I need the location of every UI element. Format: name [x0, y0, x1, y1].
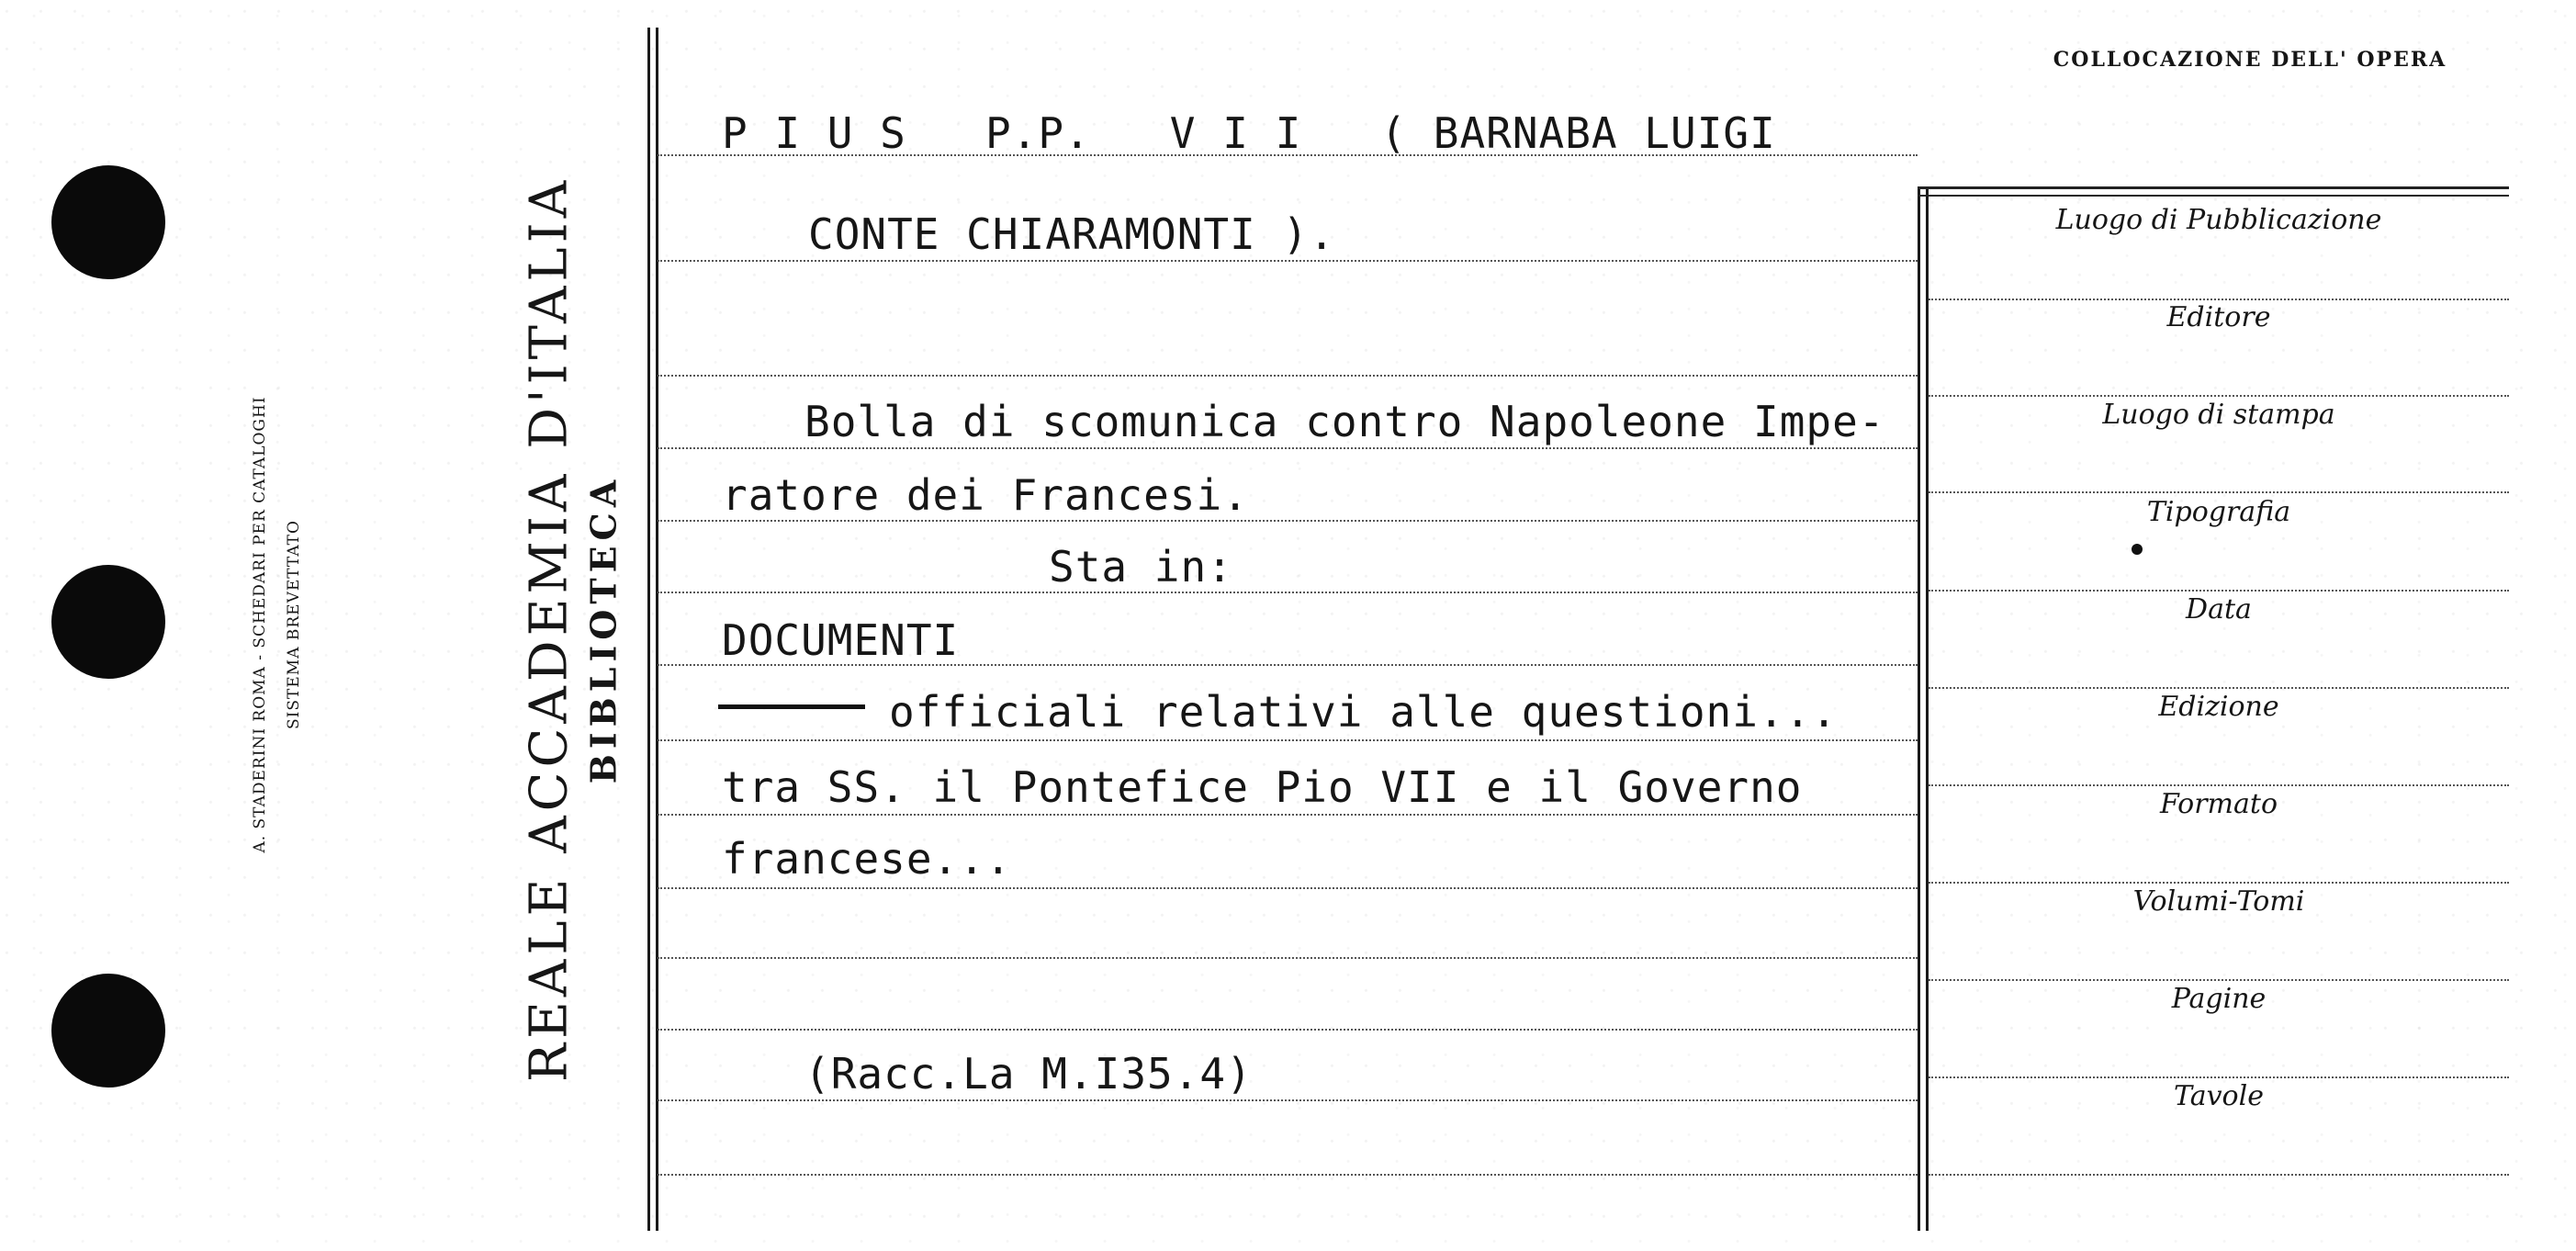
field-edizione: Edizione: [2158, 691, 2279, 723]
container-line: officiali relativi alle questioni...: [889, 687, 1838, 737]
entry-line: [658, 739, 1918, 741]
column-top-rule: [1918, 195, 2509, 197]
field-line: [1929, 590, 2509, 592]
academy-name: REALE ACCADEMIA D'ITALIA: [519, 175, 579, 1083]
field-line: [1929, 299, 2509, 300]
repeat-heading-dash: [718, 704, 865, 709]
container-heading: DOCUMENTI: [722, 615, 960, 665]
field-tipografia: Tipografia: [2146, 496, 2291, 528]
sta-in-label: Sta in:: [1049, 542, 1233, 592]
field-line: [1929, 1076, 2509, 1078]
margin-rule: [656, 28, 658, 1231]
title-line: Bolla di scomunica contro Napoleone Impe-: [804, 397, 1885, 446]
field-line: [1929, 687, 2509, 689]
ink-speck: [2132, 544, 2143, 555]
field-data: Data: [2186, 593, 2252, 626]
field-line: [1929, 1174, 2509, 1176]
field-line: [1929, 491, 2509, 493]
punch-hole: [51, 165, 165, 279]
printer-imprint-patent: SISTEMA BREVETTATO: [285, 520, 303, 729]
entry-line: [658, 1174, 1918, 1176]
punch-hole: [51, 565, 165, 679]
field-luogo-pubblicazione: Luogo di Pubblicazione: [2055, 204, 2382, 236]
field-line: [1929, 784, 2509, 786]
entry-line: [658, 1029, 1918, 1031]
library-name: BIBLIOTECA: [582, 474, 624, 784]
field-volumi-tomi: Volumi-Tomi: [2132, 885, 2305, 918]
entry-line: [658, 1099, 1918, 1101]
field-editore: Editore: [2166, 301, 2271, 333]
column-rule: [1918, 188, 1920, 1231]
entry-line: [658, 592, 1918, 593]
field-line: [1929, 395, 2509, 397]
field-line: [1929, 979, 2509, 981]
margin-rule: [647, 28, 650, 1231]
entry-line: [658, 814, 1918, 816]
title-line: ratore dei Francesi.: [722, 470, 1249, 520]
entry-line: [658, 887, 1918, 889]
entry-line: [658, 447, 1918, 449]
collocazione-label: COLLOCAZIONE DELL' OPERA: [2053, 48, 2447, 72]
author-heading: P I U S P.P. V I I ( BARNABA LUIGI: [722, 108, 1776, 158]
author-heading-continued: CONTE CHIARAMONTI ).: [808, 209, 1335, 259]
printer-imprint: A. STADERINI ROMA - SCHEDARI PER CATALOGHI: [251, 396, 269, 853]
field-formato: Formato: [2159, 788, 2278, 820]
field-tavole: Tavole: [2174, 1080, 2264, 1112]
shelfmark: (Racc.La M.I35.4): [804, 1049, 1253, 1099]
field-luogo-stampa: Luogo di stampa: [2102, 399, 2335, 431]
punch-hole: [51, 974, 165, 1088]
entry-line: [658, 520, 1918, 522]
entry-line: [658, 957, 1918, 959]
field-pagine: Pagine: [2171, 983, 2267, 1015]
container-line: francese...: [722, 834, 1012, 884]
container-line: tra SS. il Pontefice Pio VII e il Governo: [722, 762, 1803, 812]
entry-line: [658, 260, 1918, 262]
column-top-rule: [1918, 186, 2509, 189]
field-line: [1929, 882, 2509, 884]
entry-line: [658, 375, 1918, 377]
